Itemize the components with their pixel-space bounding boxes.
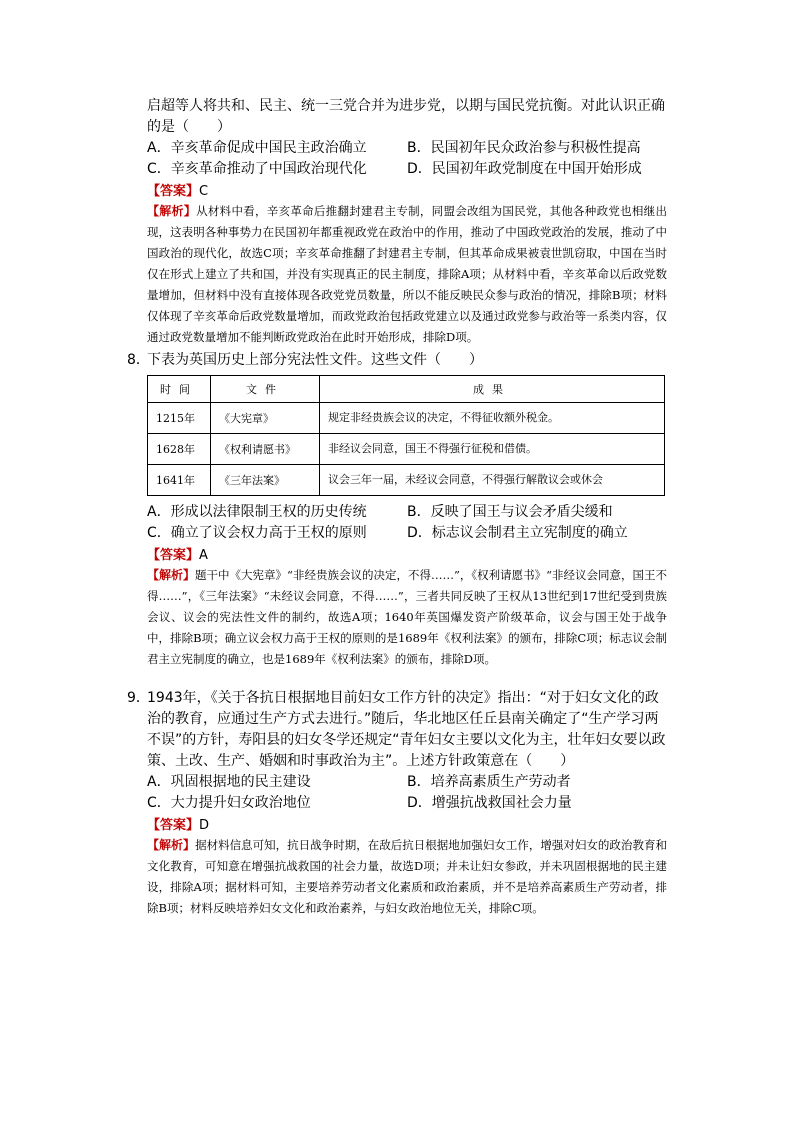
q9-answer: 【答案】D — [147, 818, 210, 833]
q8-option-a: A．形成以法律限制王权的历史传统 — [147, 504, 367, 520]
q8-option-b: B．反映了国王与议会矛盾尖缓和 — [407, 504, 613, 520]
spacer — [147, 670, 667, 688]
table-row — [148, 403, 665, 434]
question-8 — [127, 350, 667, 371]
table-cell: 1215年 — [148, 403, 211, 434]
q9-explain-text: 据材料信息可知，抗日战争时期，在敌后抗日根据地加强妇女工作，增强对妇女的政治教育和文化教育，可知意在增强抗战救国的社会力量，故选D项；并未让妇女参政，并未巩固根据地的民主建设，排除A项；据材料可知，主要培养劳动者文化素质和政治素质，并不是培养高素质生产劳动者，排除B项；材料反映培养妇女文化和政治素养，与妇女政治地位无关，排除C项。 — [147, 838, 667, 915]
q9-option-c: C．大力提升妇女政治地位 — [147, 795, 311, 811]
q9-answer-label: 答案 — [160, 818, 187, 833]
q7-stem-line2: 的是（ ） — [147, 119, 231, 135]
q7-option-a: A．辛亥革命促成中国民主政治确立 — [147, 140, 367, 156]
table-cell: 《三年法案》 — [211, 465, 320, 496]
q7-option-b: B．民国初年民众政治参与积极性提高 — [407, 140, 641, 156]
table-header-time: 时间 — [148, 376, 211, 403]
q9-explanation: 【解析】据材料信息可知，抗日战争时期，在敌后抗日根据地加强妇女工作，增强对妇女的政治教育和文化教育，可知意在增强抗战救国的社会力量，故选D项；并未让妇女参政，并未巩固根据地的民主建设，排除A项；据材料可知，主要培养劳动者文化素质和政治素质，并不是培养高素质生产劳动者，排除B项；材料反映培养妇女文化和政治素养，与妇女政治地位无关，排除C项。 — [147, 838, 667, 915]
q8-answer-label: 答案 — [160, 548, 187, 563]
table-cell: 1641年 — [148, 465, 211, 496]
question-7 — [147, 96, 667, 138]
table-header-result: 成果 — [320, 376, 665, 403]
table-header-row — [148, 376, 665, 403]
q9-option-d: D．增强抗战救国社会力量 — [407, 795, 572, 811]
q7-option-d: D．民国初年政党制度在中国开始形成 — [407, 161, 642, 177]
q7-answer-value: C — [199, 184, 209, 199]
q8-option-d: D．标志议会制君主立宪制度的确立 — [407, 525, 628, 541]
q7-answer: 【答案】C — [147, 184, 209, 199]
q7-explanation: 【解析】从材料中看，辛亥革命后推翻封建君主专制，同盟会改组为国民党，其他各种政党也相继出现，这表明各种事势力在民国初年都重视政党在政治中的作用，推动了中国政党政治的发展，推动了中国政治的现代化，故选C项；辛亥革命推翻了封建君主专制，但其革命成果被袁世凯窃取，中国在当时仅在形式上建立了共和国，并没有实现真正的民主制度，排除A项；从材料中看，辛亥革命以后政党数量增加，但材料中没有直接体现各政党党员数量，所以不能反映民众参与政治的情况，排除B项；材料仅体现了辛亥革命后政党数量增加，而政党政治包括政党建立以及通过政党参与政治等一系类内容，仅通过政党数量增加不能判断政党政治在此时开始形成，排除D项。 — [147, 204, 667, 344]
q9-option-b: B．培养高素质生产劳动者 — [407, 774, 571, 790]
document-page — [127, 96, 667, 919]
table-cell: 《权利请愿书》 — [211, 434, 320, 465]
table-row — [148, 434, 665, 465]
q7-explain-label: 解析 — [159, 204, 184, 218]
q8-option-c: C．确立了议会权力高于王权的原则 — [147, 525, 367, 541]
q9-option-a: A．巩固根据地的民主建设 — [147, 774, 311, 790]
table-cell: 非经议会同意，国王不得强行征税和借债。 — [320, 434, 665, 465]
q8-answer-value: A — [199, 548, 208, 563]
q8-stem: 下表为英国历史上部分宪法性文件。这些文件（ ） — [147, 352, 483, 368]
q7-options — [147, 138, 667, 180]
q8-explain-text: 题干中《大宪章》“非经贵族会议的决定，不得……”，《权利请愿书》“非经议会同意，国王不得……”，《三年法案》“未经议会同意，不得……”，三者共同反映了王权从13世纪到17世纪受到贵族会议、议会的宪法性文件的制约，故选A项；1640年英国爆发资产阶级革命，议会与国王处于战争中，排除B项；确立议会权力高于王权的原则的是1689年《权利法案》的颁布，排除C项；标志议会制君主立宪制度的确立，也是1689年《权利法案》的颁布，排除D项。 — [147, 568, 667, 666]
q8-answer: 【答案】A — [147, 548, 208, 563]
q9-number: 9． — [127, 690, 150, 706]
q7-option-c: C．辛亥革命推动了中国政治现代化 — [147, 161, 367, 177]
q9-stem: 1943年，《关于各抗日根据地目前妇女工作方针的决定》指出：“对于妇女文化的政治的教育，应通过生产方式去进行。”随后，华北地区任丘县南关确定了“生产学习两不误”的方针，寿阳县的妇女冬学还规定“青年妇女主要以文化为主，壮年妇女要以政策、土改、生产、婚姻和时事政治为主”。上述方针政策意在（ ） — [147, 690, 666, 769]
q9-explain-label: 解析 — [159, 838, 184, 852]
table-header-doc: 文件 — [211, 376, 320, 403]
q8-table — [147, 375, 665, 496]
q8-number: 8． — [127, 352, 150, 368]
table-cell: 《大宪章》 — [211, 403, 320, 434]
q7-explain-text: 从材料中看，辛亥革命后推翻封建君主专制，同盟会改组为国民党，其他各种政党也相继出现，这表明各种事势力在民国初年都重视政党在政治中的作用，推动了中国政党政治的发展，推动了中国政治的现代化，故选C项；辛亥革命推翻了封建君主专制，但其革命成果被袁世凯窃取，中国在当时仅在形式上建立了共和国，并没有实现真正的民主制度，排除A项；从材料中看，辛亥革命以后政党数量增加，但材料中没有直接体现各政党党员数量，所以不能反映民众参与政治的情况，排除B项；材料仅体现了辛亥革命后政党数量增加，而政党政治包括政党建立以及通过政党参与政治等一系类内容，仅通过政党数量增加不能判断政党政治在此时开始形成，排除D项。 — [147, 204, 667, 344]
table-cell: 1628年 — [148, 434, 211, 465]
table-cell: 议会三年一届，未经议会同意，不得强行解散议会或休会 — [320, 465, 665, 496]
q7-stem-line1: 启超等人将共和、民主、统一三党合并为进步党，以期与国民党抗衡。对此认识正确 — [147, 98, 665, 114]
q8-explain-label: 解析 — [159, 568, 184, 582]
q9-options — [147, 772, 667, 814]
q7-answer-label: 答案 — [160, 184, 187, 199]
q8-options — [147, 502, 667, 544]
q8-explanation: 【解析】题干中《大宪章》“非经贵族会议的决定，不得……”，《权利请愿书》“非经议会同意，国王不得……”，《三年法案》“未经议会同意，不得……”，三者共同反映了王权从13世纪到17世纪受到贵族会议、议会的宪法性文件的制约，故选A项；1640年英国爆发资产阶级革命，议会与国王处于战争中，排除B项；确立议会权力高于王权的原则的是1689年《权利法案》的颁布，排除C项；标志议会制君主立宪制度的确立，也是1689年《权利法案》的颁布，排除D项。 — [147, 568, 667, 666]
q9-answer-value: D — [199, 818, 210, 833]
question-9 — [127, 688, 667, 772]
table-cell: 规定非经贵族会议的决定，不得征收额外税金。 — [320, 403, 665, 434]
table-row — [148, 465, 665, 496]
